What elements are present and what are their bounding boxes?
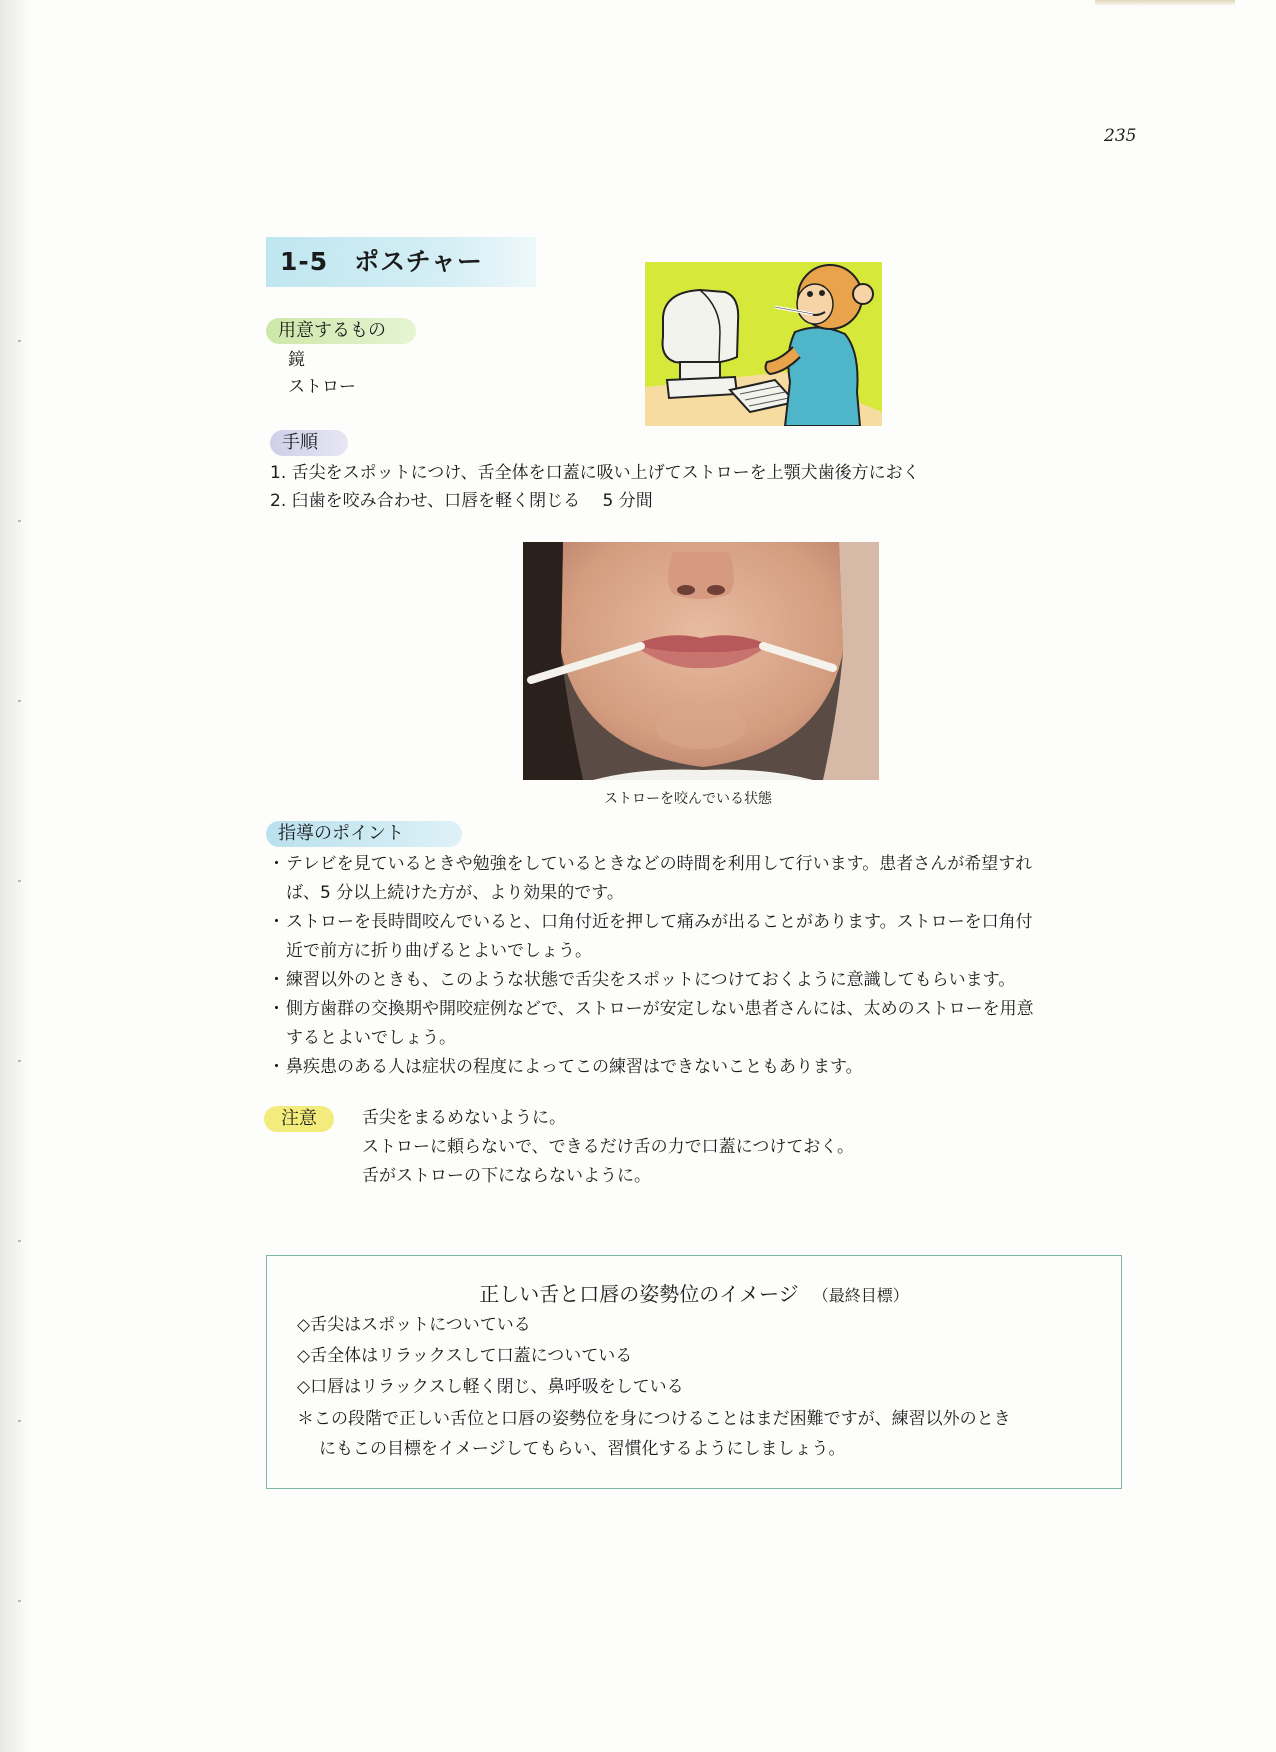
- procedure-step: 2. 臼歯を咬み合わせ、口唇を軽く閉じる 5 分間: [270, 491, 653, 511]
- guidance-point-line: 近で前方に折り曲げるとよいでしょう。: [286, 941, 592, 961]
- monkey-computer-drawing: [645, 262, 882, 426]
- points-label: 指導のポイント: [266, 821, 462, 847]
- guidance-point-line: 側方歯群の交換期や開咬症例などで、ストローが安定しない患者さんには、太めのストローを用意: [286, 999, 1034, 1019]
- page-number: 235: [1104, 126, 1137, 146]
- section-number: 1-5: [280, 247, 329, 276]
- section-name: ポスチャー: [354, 247, 483, 276]
- guidance-point-line: 鼻疾患のある人は症状の程度によってこの練習はできないこともあります。: [286, 1057, 863, 1077]
- face-with-straw-drawing: [523, 542, 879, 780]
- caution-label: 注意: [264, 1106, 334, 1132]
- bullet-dot: ・: [268, 854, 285, 874]
- material-item: ストロー: [288, 377, 356, 397]
- scan-mark: [18, 340, 21, 342]
- section-title: [266, 237, 536, 287]
- photo-caption: ストローを咬んでいる状態: [604, 791, 772, 807]
- page-binding-shadow: [0, 0, 30, 1752]
- procedure-label: 手順: [270, 430, 348, 456]
- goal-note-line: にもこの目標をイメージしてもらい、習慣化するようにしましょう。: [319, 1439, 846, 1459]
- bullet-dot: ・: [268, 1057, 285, 1077]
- bullet-dot: ・: [268, 970, 285, 990]
- guidance-point-line: 練習以外のときも、このような状態で舌尖をスポットにつけておくように意識してもらいます。: [286, 970, 1016, 990]
- scan-mark: [18, 520, 21, 522]
- bullet-dot: ・: [268, 999, 285, 1019]
- scan-mark: [18, 1060, 21, 1062]
- goal-note-line: ＊この段階で正しい舌位と口唇の姿勢位を身につけることはまだ困難ですが、練習以外のとき: [297, 1409, 1011, 1429]
- scan-mark: [18, 700, 21, 702]
- guidance-point: [264, 1053, 1134, 1082]
- goal-item: ◇口唇はリラックスし軽く閉じ、鼻呼吸をしている: [297, 1377, 684, 1397]
- scan-mark: [18, 1240, 21, 1242]
- goal-box-title: [267, 1278, 1121, 1307]
- caution-line: 舌がストローの下にならないように。: [362, 1166, 651, 1186]
- guidance-point: [264, 995, 1134, 1053]
- material-item: 鏡: [288, 350, 305, 370]
- goal-item: ◇舌尖はスポットについている: [297, 1315, 531, 1335]
- guidance-point-list: [264, 850, 1134, 1082]
- scan-mark: [18, 1600, 21, 1602]
- caution-line: ストローに頼らないで、できるだけ舌の力で口蓋につけておく。: [362, 1137, 854, 1157]
- guidance-point-line: ば、5 分以上続けた方が、より効果的です。: [286, 883, 624, 903]
- materials-label: 用意するもの: [266, 318, 416, 344]
- bullet-dot: ・: [268, 912, 285, 932]
- goal-item: ◇舌全体はリラックスして口蓋についている: [297, 1346, 633, 1366]
- guidance-point-line: テレビを見ているときや勉強をしているときなどの時間を利用して行います。患者さんが希望すれ: [286, 854, 1033, 874]
- guidance-point: [264, 966, 1134, 995]
- scan-mark: [18, 880, 21, 882]
- guidance-point-line: するとよいでしょう。: [286, 1028, 456, 1048]
- goal-box-title-text: 正しい舌と口唇の姿勢位のイメージ: [479, 1282, 799, 1306]
- guidance-point: [264, 850, 1134, 908]
- procedure-step: 1. 舌尖をスポットにつけ、舌全体を口蓋に吸い上げてストローを上顎犬歯後方におく: [270, 463, 920, 483]
- guidance-point: [264, 908, 1134, 966]
- scan-mark: [18, 1420, 21, 1422]
- goal-box-subtitle: （最終目標）: [812, 1286, 909, 1305]
- guidance-point-line: ストローを長時間咬んでいると、口角付近を押して痛みが出ることがあります。ストローを口角付: [286, 912, 1033, 932]
- caution-line: 舌尖をまるめないように。: [362, 1108, 566, 1128]
- page-top-edge: [1095, 0, 1235, 6]
- goal-image-box: [266, 1255, 1122, 1489]
- monkey-at-computer-illustration: [645, 262, 882, 426]
- straw-biting-photo: [523, 542, 879, 780]
